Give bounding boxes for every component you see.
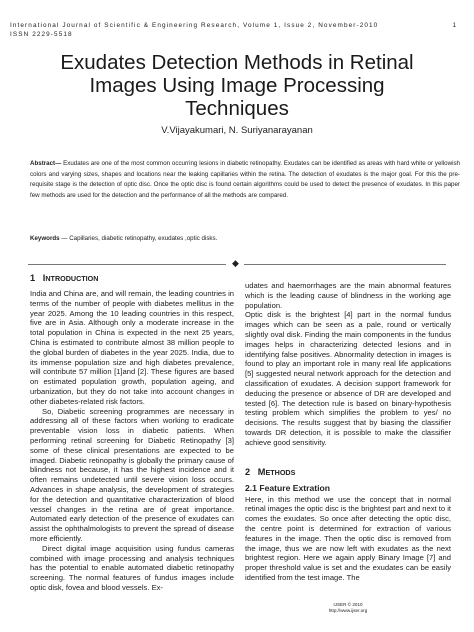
keywords-text: — Capillaries, diabetic retinopathy, exudates ,optic disks.	[59, 235, 218, 242]
right-paragraph-2: Optic disk is the brightest [4] part in the normal fundus images which can be seen as a pale, round or vertically slightly oval disk. Finding the main components in the fundus images helps in characterizing detected lesions and in identifying false positives. Abnormality detection in images is found to play an important role in many real life applications [5] suggested neural network approach for the detection and classification of exudates. A decision support framework for deducing the presence or absence of DR are developed and tested [6]. The detection rule is based on binary-hypothesis testing problem which simplifies the problem to yes/ no decisions. The results suggest that by biasing the classifier towards DR detection, it is possible to make the classifier achieve good sensitivity.	[245, 310, 451, 447]
paper-authors: V.Vijayakumari, N. Suriyanarayanan	[161, 125, 313, 136]
subsection-heading: 2.1 Feature Extration	[245, 482, 331, 493]
section-initial: I	[42, 273, 46, 283]
section-divider	[28, 259, 446, 269]
section-heading-methods	[245, 466, 451, 479]
keywords	[30, 234, 460, 243]
journal-header: International Journal of Scientific & Engineering Research, Volume 1, Issue 2, November-2010	[10, 22, 379, 29]
abstract-label: Abstract—	[30, 160, 62, 167]
left-column	[30, 272, 234, 593]
spacer	[245, 448, 451, 466]
footer-url[interactable]: http://www.ijser.org	[328, 608, 368, 613]
intro-paragraph-3: Direct digital image acquisition using fundus cameras combined with image processing and analysis techniques has the potential to enable automated diabetic retinopathy screening. The normal features of fundus images include optic disk, fovea and blood vessels. Ex-	[30, 543, 234, 592]
intro-paragraph-1: India and China are, and will remain, the leading countries in terms of the number of people with diabetes mellitus in the year 2025. Among the 10 leading countries in this respect, five are in Asia. Although only a moderate increase in the total population in China is expected in the next 25 years, China is estimated to contribute almost 38 million people to the global burden of diabetes in the year 2025. India, due to its immense population size and high diabetes prevalence, will contribute 57 million [1]and [2]. These figures are based on estimated population growth, population ageing, and urbanization, but they do not take into account changes in other diabetes-related risk factors.	[30, 289, 234, 406]
divider-diamond: ◆	[232, 258, 239, 268]
footer-copyright: IJSER © 2010	[333, 602, 363, 607]
intro-paragraph-2: So, Diabetic screening programmes are necessary in addressing all of these factors when working to eradicate preventable vision loss in diabetic patients. When performing retinal screening for Diabetic Retinopathy [3] some of these clinical presentations are expected to be imaged. Diabetic retinopathy is globally the primary cause of blindness not because, it has the highest incidence and it often remains undetected until severe vision loss occurs. Advances in shape analysis, the development of strategies for the detection and quantitative characterization of blood vessel changes in the retina are of great importance. Automated early detection of the presence of exudates can assist the ophthalmologists to prevent the spread of disease more efficiently.	[30, 406, 234, 543]
methods-paragraph: Here, in this method we use the concept that in normal retinal images the optic disc is the brightest part and next to it comes the exudates. So once after detecting the optic disc, the centre point is determined for extraction of various features in the image. Then the optic disc is removed from the image, thus we are now left with exudates as the next brightest region. Here we again apply Binary Image [7] and proper threshold value is set and the exudates can be easily identified from the test image. The	[245, 494, 451, 582]
page-number: 1	[452, 22, 456, 29]
page-footer	[245, 602, 451, 614]
right-paragraph-1: udates and haemorrhages are the main abnormal features which is the leading cause of blindness in the working age population.	[245, 281, 451, 310]
section-heading-introduction	[30, 272, 234, 285]
divider-line-left	[28, 264, 226, 265]
section-title-rest: ETHODS	[265, 467, 296, 477]
abstract-text: Exudates are one of the most common occurring lesions in diabetic retinopathy. Exudates can be identified as areas with hard white or yellowish colors and varying sizes, shapes and locations near the leaking capillaries within the retina. The detection of exudates is the major goal. For this the pre-requisite stage is the detection of optic disc. Once the optic disc is found certain algorithms could be used to detect the presence of exudates. In this paper few methods are used for the detection and the performance of all the methods are compared.	[30, 160, 460, 199]
section-title-rest: NTRODUCTION	[45, 274, 99, 283]
section-number: 2	[245, 466, 251, 477]
right-column	[245, 281, 451, 583]
section-initial: M	[257, 466, 266, 477]
divider-line-right	[244, 264, 446, 265]
issn-header: ISSN 2229-5518	[10, 31, 73, 38]
abstract	[30, 159, 460, 201]
paper-title: Exudates Detection Methods in Retinal Images Using Image Processing Techniques	[60, 51, 414, 120]
section-number: 1	[30, 273, 36, 283]
keywords-label: Keywords	[30, 235, 60, 242]
